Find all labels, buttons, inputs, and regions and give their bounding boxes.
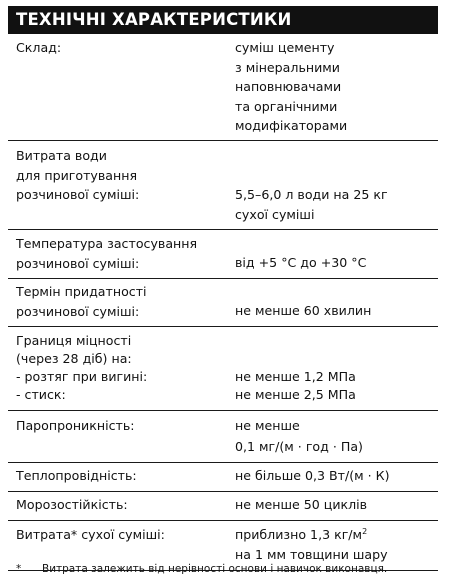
section-header: ТЕХНІЧНІ ХАРАКТЕРИСТИКИ: [8, 6, 438, 34]
spec-value: від +5 °C до +30 °C: [235, 255, 367, 270]
spec-label: Склад:: [16, 40, 62, 55]
spec-row-pot-life: [8, 279, 438, 327]
spec-value: суміш цементу з мінеральними наповнювачами та органічними модифікаторами: [235, 40, 348, 134]
spec-value: не більше 0,3 Вт/(м · К): [235, 468, 390, 483]
spec-value: приблизно 1,3 $кг/м^2$ на 1 мм товщини шару: [235, 526, 388, 562]
spec-row-frost-resistance: [8, 492, 438, 521]
spec-row-composition: [8, 34, 438, 141]
spec-label: Витрата води для приготування розчинової суміші:: [16, 148, 140, 203]
spec-row-strength-limit: [8, 327, 438, 411]
spec-label: Температура застосування розчинової суміші:: [16, 236, 198, 271]
spec-row-thermal-conductivity: [8, 463, 438, 492]
spec-label: Термін придатності розчинової суміші:: [16, 284, 147, 319]
spec-label: Границя міцності (через 28 діб) на: - розтяг при вигині: - стиск:: [16, 333, 148, 402]
spec-row-water-consumption: [8, 141, 438, 230]
spec-value: 5,5–6,0 л води на 25 кг сухої суміші: [235, 187, 388, 222]
spec-value: не менше 50 циклів: [235, 497, 368, 512]
spec-label: Морозостійкість:: [16, 497, 128, 512]
spec-label: Теплопровідність:: [16, 468, 137, 483]
spec-value: не менше 60 хвилин: [235, 303, 372, 318]
spec-row-vapor-permeability: [8, 411, 438, 463]
spec-row-application-temperature: [8, 230, 438, 279]
spec-value: не менше 1,2 МПа не менше 2,5 МПа: [235, 369, 356, 402]
footnote: [16, 563, 387, 576]
spec-label: Паропроникність:: [16, 418, 135, 433]
spec-label: Витрата* сухої суміші:: [16, 527, 165, 542]
technical-specs-sheet: [8, 6, 438, 571]
footnote-text: Витрата залежить від нерівності основи і навичок виконавця.: [42, 563, 388, 575]
spec-value: не менше 0,1 мг/(м · год · Па): [235, 418, 363, 454]
footnote-marker: *: [16, 563, 22, 575]
